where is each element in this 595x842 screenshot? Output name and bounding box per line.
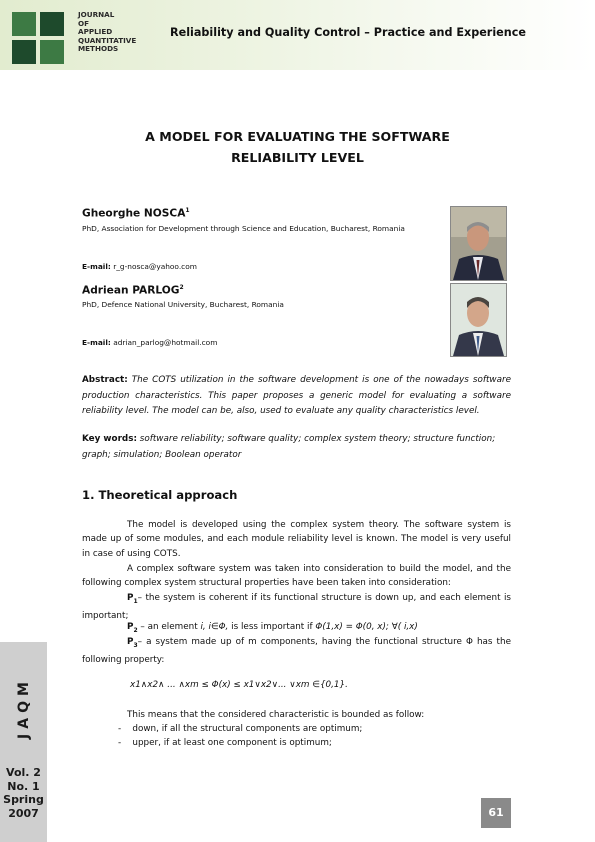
property-label: P: [127, 637, 134, 647]
list-item: [118, 738, 332, 748]
journal-name-line: JOURNAL: [78, 10, 115, 19]
journal-header: [0, 0, 595, 70]
email-address[interactable]: adrian_parlog@hotmail.com: [113, 338, 218, 347]
list-item: [118, 724, 362, 734]
author-name-1: [82, 207, 190, 220]
volume-info: [0, 766, 47, 820]
property-math: , x); ∀( i,x): [371, 622, 418, 632]
property-math: Φ(1: [315, 622, 332, 632]
property-text: – an element: [137, 622, 201, 632]
property-label: P: [127, 622, 134, 632]
author-name-text: Gheorghe NOSCA: [82, 207, 186, 220]
email-label: E-mail:: [82, 338, 111, 347]
paragraph-1: The model is developed using the complex system theory. The software system is made up of some modules, and each module reliability level is known. The model is very useful in case of using COTS.: [82, 520, 511, 559]
author-footnote-mark: 1: [185, 207, 190, 214]
paragraph-3: This means that the considered characteristic is bounded as follow:: [127, 710, 425, 720]
property-text: – a system made up of m components, having the functional structure Φ has the following property:: [82, 637, 511, 666]
email-address[interactable]: r_g-nosca@yahoo.com: [113, 262, 197, 271]
running-title: Reliability and Quality Control – Practice and Experience: [170, 26, 526, 39]
author-photo-2: [450, 283, 507, 357]
volume-line: 2007: [8, 806, 39, 820]
property-subscript: 1: [133, 597, 138, 605]
author-email-2: [82, 338, 217, 347]
property-text: – the system is coherent if its functional structure is down up, and each element is important;: [82, 593, 511, 622]
property-math: ,x) = Φ(0: [331, 622, 372, 632]
journal-abbrev: JAQM: [16, 677, 32, 739]
volume-line: Spring: [3, 793, 44, 807]
author-footnote-mark: 2: [179, 284, 184, 291]
author-email-1: [82, 262, 197, 271]
paper-title: [0, 126, 595, 168]
journal-name-line: OF: [78, 18, 90, 28]
paper-title-line-1: A MODEL FOR EVALUATING THE SOFTWARE: [145, 129, 450, 144]
journal-name-line: QUANTITATIVE: [78, 35, 137, 45]
property-text: is less important if: [228, 622, 316, 632]
abstract: [82, 373, 511, 420]
property-p1: [82, 591, 511, 623]
author-name-text: Adriean PARLOG: [82, 284, 180, 297]
logo-square-2: [40, 12, 64, 36]
page-number: 61: [481, 798, 511, 828]
property-math: i, i∈Φ,: [200, 622, 229, 632]
bullet-dash: -: [118, 724, 133, 734]
author-affiliation-1: PhD, Association for Development through Science and Education, Bucharest, Romania: [82, 224, 405, 233]
journal-name-line: METHODS: [78, 44, 119, 54]
author-photo-1: [450, 206, 507, 281]
bullet-dash: -: [118, 738, 133, 748]
list-item-text: down, if all the structural components are optimum;: [132, 724, 363, 734]
property-subscript: 2: [133, 626, 138, 634]
property-p3: [82, 635, 511, 667]
abstract-label: Abstract:: [82, 375, 128, 385]
formula: x1∧x2∧ ... ∧xm ≤ Φ(x) ≤ x1∨x2∨... ∨xm ∈{0,1}.: [130, 680, 348, 690]
paper-title-line-2: RELIABILITY LEVEL: [231, 150, 364, 165]
email-label: E-mail:: [82, 262, 111, 271]
portrait-image: [451, 284, 506, 356]
section-title: 1. Theoretical approach: [82, 488, 238, 502]
author-affiliation-2: PhD, Defence National University, Bucharest, Romania: [82, 300, 284, 309]
property-label: P: [127, 593, 134, 603]
logo-square-4: [40, 40, 64, 64]
paragraph-2: A complex software system was taken into consideration to build the model, and the following complex system structural properties have been taken into consideration:: [82, 564, 511, 589]
journal-sidebar: [0, 642, 47, 842]
keywords-text: software reliability; software quality; complex system theory; structure function; graph; simulation; Boolean operator: [82, 434, 496, 460]
logo-square-3: [12, 40, 36, 64]
portrait-image: [451, 207, 506, 280]
volume-line: Vol. 2: [6, 766, 41, 779]
volume-line: No. 1: [7, 779, 40, 793]
journal-name-line: APPLIED: [78, 27, 113, 37]
author-name-2: [82, 284, 184, 297]
abstract-text: The COTS utilization in the software development is one of the nowadays software production characteristics. This paper proposes a generic model for evaluating a software reliability level. The model can be, also, used to evaluate any quality characteristics level.: [82, 375, 512, 416]
logo-square-1: [12, 12, 36, 36]
keywords: [82, 432, 511, 463]
list-item-text: upper, if at least one component is optimum;: [132, 738, 332, 748]
property-subscript: 3: [133, 641, 138, 649]
journal-name: [78, 11, 136, 54]
keywords-label: Key words:: [82, 434, 137, 444]
